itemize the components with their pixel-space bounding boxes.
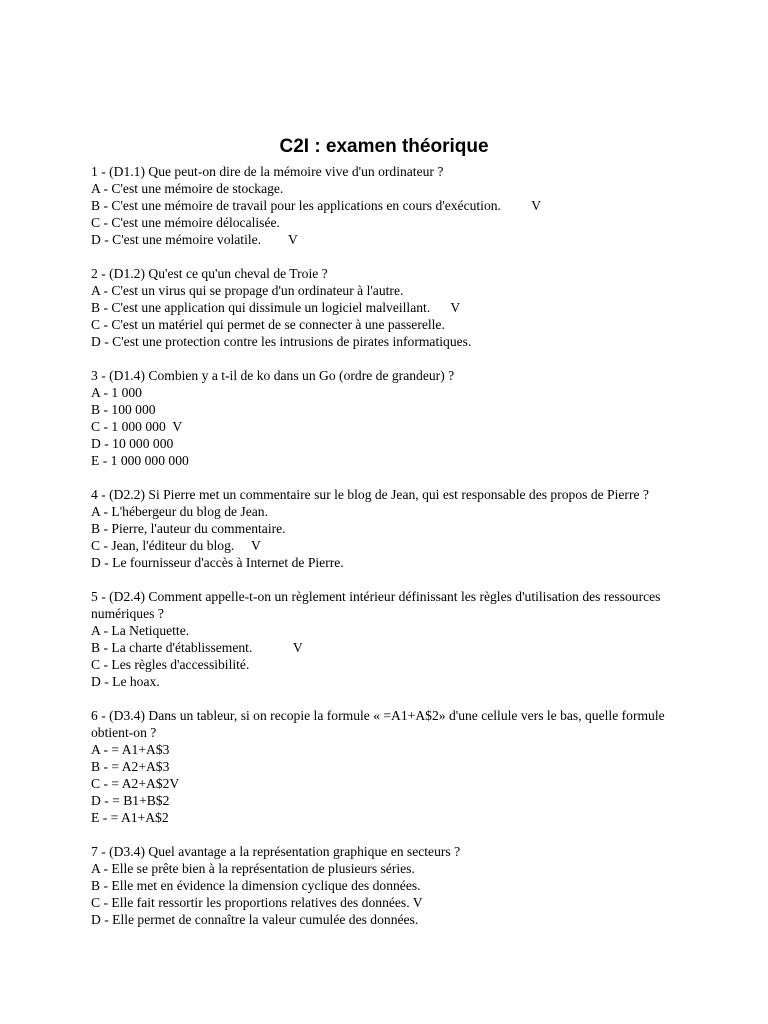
answer-d: D - 10 000 000: [91, 436, 174, 451]
answer-d: D - Le fournisseur d'accès à Internet de Pierre.: [91, 555, 344, 570]
question-6: [91, 707, 691, 826]
answer-a: A - 1 000: [91, 385, 142, 400]
answer-a: A - L'hébergeur du blog de Jean.: [91, 504, 268, 519]
question-text: 6 - (D3.4) Dans un tableur, si on recopie la formule « =A1+A$2» d'une cellule vers le bas, quelle formule obtient-on ?: [91, 708, 665, 740]
answer-d: D - Le hoax.: [91, 674, 160, 689]
answer-a: A - La Netiquette.: [91, 623, 190, 638]
answer-b: B - Elle met en évidence la dimension cyclique des données.: [91, 878, 421, 893]
answer-a: A - C'est une mémoire de stockage.: [91, 181, 284, 196]
question-3: [91, 367, 691, 469]
question-list: [91, 163, 691, 945]
answer-e: E - = A1+A$2: [91, 810, 169, 825]
answer-e: E - 1 000 000 000: [91, 453, 189, 468]
answer-d: D - Elle permet de connaître la valeur cumulée des données.: [91, 912, 419, 927]
answer-c: C - C'est une mémoire délocalisée.: [91, 215, 280, 230]
question-7: [91, 843, 691, 928]
question-text: 1 - (D1.1) Que peut-on dire de la mémoire vive d'un ordinateur ?: [91, 164, 444, 179]
answer-b: B - C'est une application qui dissimule un logiciel malveillant. V: [91, 300, 461, 315]
question-text: 4 - (D2.2) Si Pierre met un commentaire sur le blog de Jean, qui est responsable des propos de Pierre ?: [91, 487, 649, 502]
answer-c: C - Jean, l'éditeur du blog. V: [91, 538, 261, 553]
question-4: [91, 486, 691, 571]
page-title: C2I : examen théorique: [279, 136, 489, 157]
answer-c: C - 1 000 000 V: [91, 419, 183, 434]
answer-d: D - C'est une mémoire volatile. V: [91, 232, 298, 247]
answer-d: D - = B1+B$2: [91, 793, 170, 808]
question-text: 2 - (D1.2) Qu'est ce qu'un cheval de Troie ?: [91, 266, 328, 281]
answer-b: B - 100 000: [91, 402, 156, 417]
answer-a: A - = A1+A$3: [91, 742, 170, 757]
question-2: [91, 265, 691, 350]
answer-d: D - C'est une protection contre les intrusions de pirates informatiques.: [91, 334, 472, 349]
answer-b: B - Pierre, l'auteur du commentaire.: [91, 521, 286, 536]
answer-a: A - Elle se prête bien à la représentation de plusieurs séries.: [91, 861, 415, 876]
question-1: [91, 163, 691, 248]
answer-c: C - Elle fait ressortir les proportions relatives des données. V: [91, 895, 423, 910]
question-text: 7 - (D3.4) Quel avantage a la représentation graphique en secteurs ?: [91, 844, 461, 859]
question-text: 5 - (D2.4) Comment appelle-t-on un règlement intérieur définissant les règles d'utilisation des ressources numériques ?: [91, 589, 661, 621]
question-5: [91, 588, 691, 690]
answer-b: B - = A2+A$3: [91, 759, 170, 774]
answer-b: B - C'est une mémoire de travail pour les applications en cours d'exécution. V: [91, 198, 542, 213]
answer-b: B - La charte d'établissement. V: [91, 640, 303, 655]
answer-a: A - C'est un virus qui se propage d'un ordinateur à l'autre.: [91, 283, 404, 298]
question-text: 3 - (D1.4) Combien y a t-il de ko dans un Go (ordre de grandeur) ?: [91, 368, 455, 383]
answer-c: C - C'est un matériel qui permet de se connecter à une passerelle.: [91, 317, 445, 332]
answer-c: C - = A2+A$2V: [91, 776, 180, 791]
answer-c: C - Les règles d'accessibilité.: [91, 657, 250, 672]
